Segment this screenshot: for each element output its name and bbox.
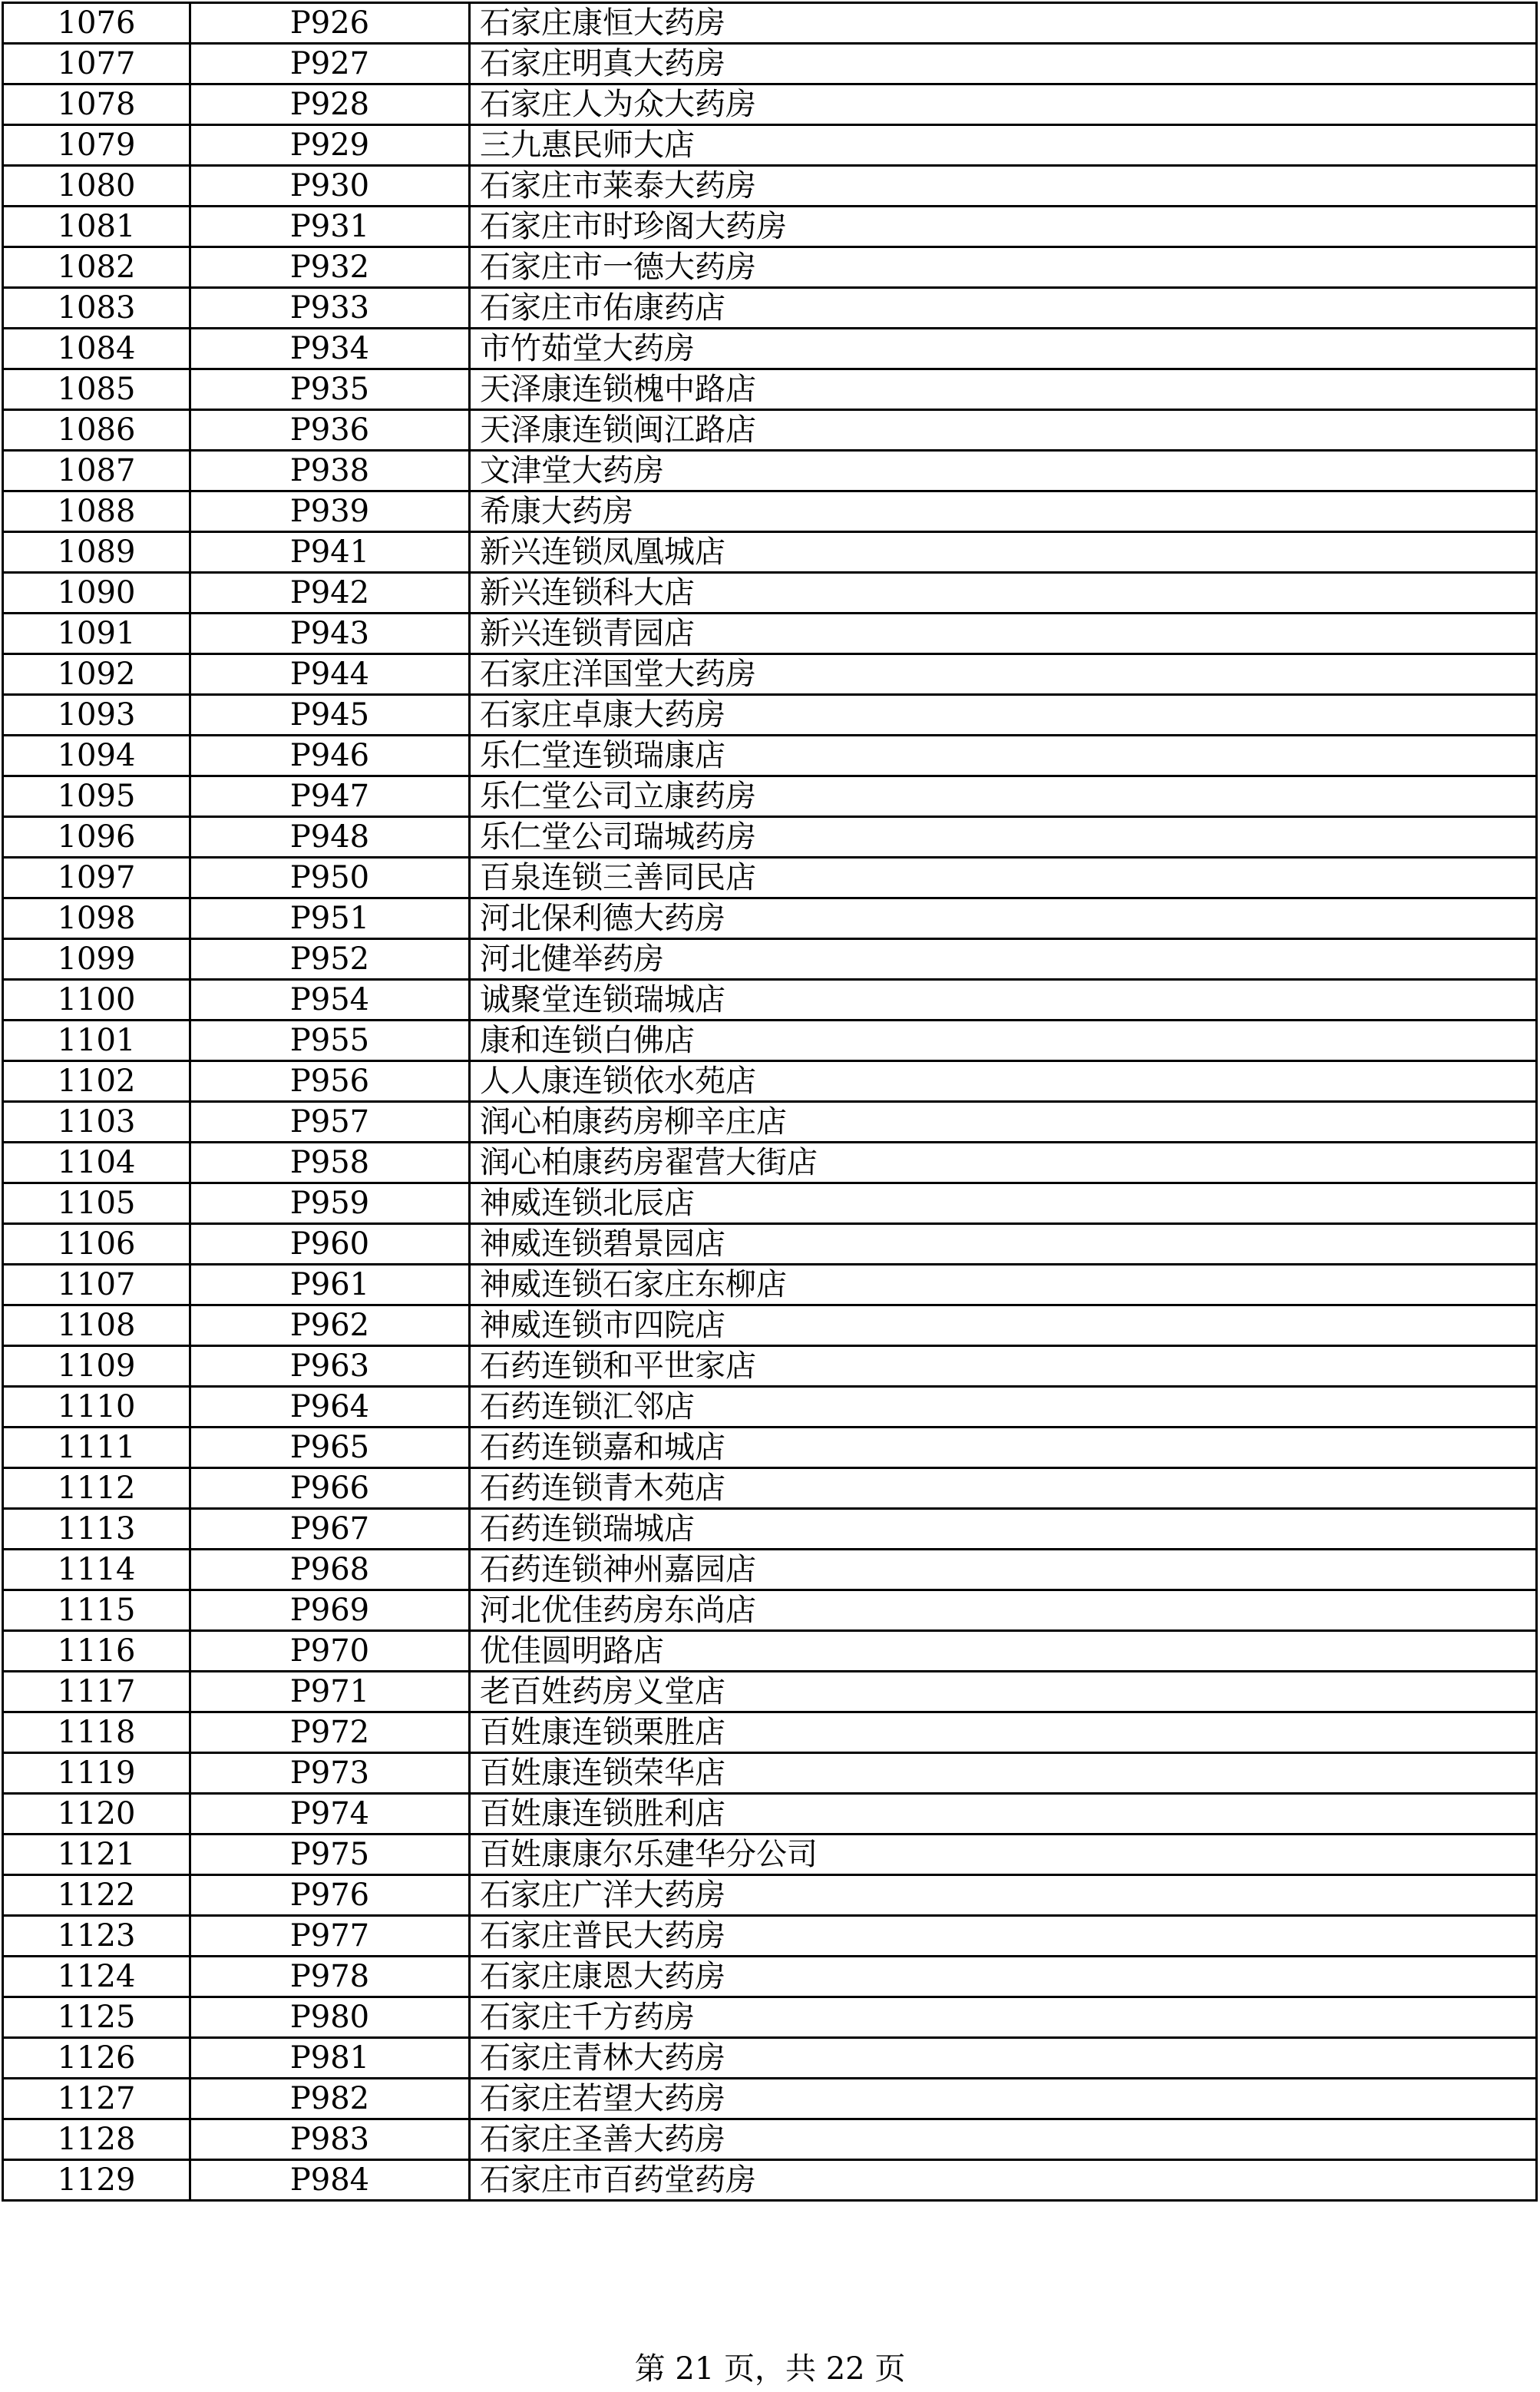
store-name-cell: 人人康连锁依水苑店 (470, 1061, 1537, 1102)
store-code-cell: P980 (190, 1997, 470, 2038)
store-name-cell: 希康大药房 (470, 491, 1537, 532)
store-name-cell: 新兴连锁科大店 (470, 573, 1537, 614)
store-name-cell: 百姓康连锁荣华店 (470, 1753, 1537, 1794)
row-number-cell: 1092 (3, 654, 190, 695)
table-row (3, 1346, 1537, 1387)
table-row (3, 329, 1537, 369)
table-row (3, 369, 1537, 410)
store-code-cell: P931 (190, 207, 470, 247)
table-row (3, 817, 1537, 858)
row-number-cell: 1111 (3, 1428, 190, 1468)
store-name-cell: 百泉连锁三善同民店 (470, 858, 1537, 898)
store-name-cell: 润心柏康药房柳辛庄店 (470, 1102, 1537, 1143)
store-name-cell: 石家庄康恩大药房 (470, 1957, 1537, 1997)
store-code-cell: P976 (190, 1875, 470, 1916)
store-code-cell: P955 (190, 1021, 470, 1061)
table-row (3, 3, 1537, 44)
row-number-cell: 1110 (3, 1387, 190, 1428)
store-name-cell: 神威连锁碧景园店 (470, 1224, 1537, 1265)
store-name-cell: 润心柏康药房翟营大街店 (470, 1143, 1537, 1183)
store-name-cell: 新兴连锁青园店 (470, 614, 1537, 654)
row-number-cell: 1129 (3, 2160, 190, 2201)
store-code-cell: P978 (190, 1957, 470, 1997)
store-name-cell: 康和连锁白佛店 (470, 1021, 1537, 1061)
row-number-cell: 1124 (3, 1957, 190, 1997)
table-row (3, 532, 1537, 573)
store-code-cell: P964 (190, 1387, 470, 1428)
store-name-cell: 石家庄市百药堂药房 (470, 2160, 1537, 2201)
table-row (3, 573, 1537, 614)
table-row (3, 1712, 1537, 1753)
store-code-cell: P965 (190, 1428, 470, 1468)
table-row (3, 1957, 1537, 1997)
store-code-cell: P946 (190, 736, 470, 776)
page-footer: 第 21 页，共 22 页 (634, 2351, 906, 2387)
store-code-cell: P943 (190, 614, 470, 654)
table-row (3, 654, 1537, 695)
store-code-cell: P944 (190, 654, 470, 695)
table-row (3, 1794, 1537, 1835)
row-number-cell: 1087 (3, 451, 190, 491)
store-code-cell: P938 (190, 451, 470, 491)
table-row (3, 1590, 1537, 1631)
table-row (3, 980, 1537, 1021)
store-code-cell: P982 (190, 2079, 470, 2119)
store-name-cell: 河北健举药房 (470, 939, 1537, 980)
store-name-cell: 新兴连锁凤凰城店 (470, 532, 1537, 573)
row-number-cell: 1102 (3, 1061, 190, 1102)
row-number-cell: 1108 (3, 1305, 190, 1346)
row-number-cell: 1119 (3, 1753, 190, 1794)
table-row (3, 1305, 1537, 1346)
row-number-cell: 1126 (3, 2038, 190, 2079)
row-number-cell: 1121 (3, 1835, 190, 1875)
store-code-cell: P960 (190, 1224, 470, 1265)
store-code-cell: P956 (190, 1061, 470, 1102)
store-name-cell: 石家庄人为众大药房 (470, 84, 1537, 125)
store-name-cell: 石药连锁和平世家店 (470, 1346, 1537, 1387)
store-name-cell: 文津堂大药房 (470, 451, 1537, 491)
store-code-cell: P950 (190, 858, 470, 898)
row-number-cell: 1076 (3, 3, 190, 44)
pharmacy-list-table (2, 2, 1538, 2202)
store-name-cell: 石家庄普民大药房 (470, 1916, 1537, 1957)
store-name-cell: 石家庄洋国堂大药房 (470, 654, 1537, 695)
row-number-cell: 1128 (3, 2119, 190, 2160)
row-number-cell: 1125 (3, 1997, 190, 2038)
row-number-cell: 1115 (3, 1590, 190, 1631)
row-number-cell: 1127 (3, 2079, 190, 2119)
store-code-cell: P984 (190, 2160, 470, 2201)
row-number-cell: 1095 (3, 776, 190, 817)
table-row (3, 207, 1537, 247)
table-row (3, 1021, 1537, 1061)
store-name-cell: 石家庄康恒大药房 (470, 3, 1537, 44)
store-name-cell: 石药连锁汇邻店 (470, 1387, 1537, 1428)
store-name-cell: 市竹茹堂大药房 (470, 329, 1537, 369)
table-row (3, 451, 1537, 491)
table-row (3, 898, 1537, 939)
row-number-cell: 1098 (3, 898, 190, 939)
store-code-cell: P939 (190, 491, 470, 532)
table-row (3, 1183, 1537, 1224)
table-row (3, 2160, 1537, 2201)
store-name-cell: 神威连锁石家庄东柳店 (470, 1265, 1537, 1305)
row-number-cell: 1094 (3, 736, 190, 776)
table-row (3, 125, 1537, 166)
store-code-cell: P948 (190, 817, 470, 858)
store-code-cell: P969 (190, 1590, 470, 1631)
store-code-cell: P926 (190, 3, 470, 44)
store-name-cell: 乐仁堂连锁瑞康店 (470, 736, 1537, 776)
table-row (3, 1753, 1537, 1794)
table-row (3, 1916, 1537, 1957)
store-name-cell: 石家庄若望大药房 (470, 2079, 1537, 2119)
row-number-cell: 1114 (3, 1550, 190, 1590)
store-name-cell: 石家庄市莱泰大药房 (470, 166, 1537, 207)
table-row (3, 2079, 1537, 2119)
row-number-cell: 1096 (3, 817, 190, 858)
row-number-cell: 1082 (3, 247, 190, 288)
table-row (3, 247, 1537, 288)
row-number-cell: 1101 (3, 1021, 190, 1061)
table-row (3, 776, 1537, 817)
store-name-cell: 河北保利德大药房 (470, 898, 1537, 939)
store-code-cell: P927 (190, 44, 470, 84)
table-row (3, 1509, 1537, 1550)
row-number-cell: 1113 (3, 1509, 190, 1550)
store-name-cell: 石药连锁神州嘉园店 (470, 1550, 1537, 1590)
row-number-cell: 1103 (3, 1102, 190, 1143)
store-code-cell: P951 (190, 898, 470, 939)
store-code-cell: P952 (190, 939, 470, 980)
store-code-cell: P930 (190, 166, 470, 207)
table-row (3, 44, 1537, 84)
store-name-cell: 乐仁堂公司立康药房 (470, 776, 1537, 817)
store-code-cell: P975 (190, 1835, 470, 1875)
table-row (3, 288, 1537, 329)
store-name-cell: 石家庄圣善大药房 (470, 2119, 1537, 2160)
table-row (3, 1468, 1537, 1509)
store-name-cell: 百姓康连锁胜利店 (470, 1794, 1537, 1835)
store-name-cell: 石家庄青林大药房 (470, 2038, 1537, 2079)
table-row (3, 1997, 1537, 2038)
store-code-cell: P977 (190, 1916, 470, 1957)
row-number-cell: 1083 (3, 288, 190, 329)
store-code-cell: P971 (190, 1672, 470, 1712)
row-number-cell: 1116 (3, 1631, 190, 1672)
store-code-cell: P959 (190, 1183, 470, 1224)
row-number-cell: 1105 (3, 1183, 190, 1224)
row-number-cell: 1081 (3, 207, 190, 247)
row-number-cell: 1093 (3, 695, 190, 736)
row-number-cell: 1084 (3, 329, 190, 369)
store-code-cell: P981 (190, 2038, 470, 2079)
table-row (3, 1265, 1537, 1305)
store-code-cell: P968 (190, 1550, 470, 1590)
row-number-cell: 1100 (3, 980, 190, 1021)
store-code-cell: P972 (190, 1712, 470, 1753)
store-code-cell: P957 (190, 1102, 470, 1143)
store-code-cell: P983 (190, 2119, 470, 2160)
row-number-cell: 1078 (3, 84, 190, 125)
row-number-cell: 1107 (3, 1265, 190, 1305)
row-number-cell: 1089 (3, 532, 190, 573)
store-name-cell: 百姓康连锁栗胜店 (470, 1712, 1537, 1753)
row-number-cell: 1079 (3, 125, 190, 166)
table-row (3, 84, 1537, 125)
store-code-cell: P932 (190, 247, 470, 288)
table-row (3, 858, 1537, 898)
row-number-cell: 1117 (3, 1672, 190, 1712)
row-number-cell: 1097 (3, 858, 190, 898)
store-name-cell: 优佳圆明路店 (470, 1631, 1537, 1672)
table-row (3, 2119, 1537, 2160)
row-number-cell: 1120 (3, 1794, 190, 1835)
table-row (3, 491, 1537, 532)
store-name-cell: 神威连锁北辰店 (470, 1183, 1537, 1224)
store-name-cell: 河北优佳药房东尚店 (470, 1590, 1537, 1631)
store-code-cell: P929 (190, 125, 470, 166)
store-code-cell: P967 (190, 1509, 470, 1550)
store-name-cell: 石家庄市一德大药房 (470, 247, 1537, 288)
store-code-cell: P928 (190, 84, 470, 125)
store-name-cell: 石家庄市佑康药店 (470, 288, 1537, 329)
store-name-cell: 石家庄卓康大药房 (470, 695, 1537, 736)
store-code-cell: P958 (190, 1143, 470, 1183)
store-code-cell: P942 (190, 573, 470, 614)
row-number-cell: 1086 (3, 410, 190, 451)
store-name-cell: 老百姓药房义堂店 (470, 1672, 1537, 1712)
store-name-cell: 石家庄广洋大药房 (470, 1875, 1537, 1916)
table-row (3, 410, 1537, 451)
table-row (3, 1102, 1537, 1143)
row-number-cell: 1104 (3, 1143, 190, 1183)
row-number-cell: 1085 (3, 369, 190, 410)
store-name-cell: 石家庄市时珍阁大药房 (470, 207, 1537, 247)
row-number-cell: 1077 (3, 44, 190, 84)
store-name-cell: 天泽康连锁闽江路店 (470, 410, 1537, 451)
store-code-cell: P970 (190, 1631, 470, 1672)
row-number-cell: 1122 (3, 1875, 190, 1916)
store-code-cell: P947 (190, 776, 470, 817)
row-number-cell: 1106 (3, 1224, 190, 1265)
store-code-cell: P974 (190, 1794, 470, 1835)
store-name-cell: 乐仁堂公司瑞城药房 (470, 817, 1537, 858)
table-row (3, 1835, 1537, 1875)
store-code-cell: P933 (190, 288, 470, 329)
store-code-cell: P936 (190, 410, 470, 451)
table-row (3, 1428, 1537, 1468)
store-code-cell: P954 (190, 980, 470, 1021)
row-number-cell: 1099 (3, 939, 190, 980)
table-row (3, 1143, 1537, 1183)
store-code-cell: P962 (190, 1305, 470, 1346)
row-number-cell: 1109 (3, 1346, 190, 1387)
store-code-cell: P945 (190, 695, 470, 736)
table-row (3, 1631, 1537, 1672)
table-row (3, 1061, 1537, 1102)
store-name-cell: 石家庄明真大药房 (470, 44, 1537, 84)
store-code-cell: P935 (190, 369, 470, 410)
store-name-cell: 百姓康康尔乐建华分公司 (470, 1835, 1537, 1875)
table-row (3, 614, 1537, 654)
row-number-cell: 1091 (3, 614, 190, 654)
store-name-cell: 神威连锁市四院店 (470, 1305, 1537, 1346)
table-row (3, 736, 1537, 776)
store-code-cell: P973 (190, 1753, 470, 1794)
store-name-cell: 诚聚堂连锁瑞城店 (470, 980, 1537, 1021)
store-name-cell: 石家庄千方药房 (470, 1997, 1537, 2038)
table-row (3, 939, 1537, 980)
store-name-cell: 三九惠民师大店 (470, 125, 1537, 166)
store-name-cell: 天泽康连锁槐中路店 (470, 369, 1537, 410)
store-code-cell: P941 (190, 532, 470, 573)
table-row (3, 1672, 1537, 1712)
table-row (3, 1875, 1537, 1916)
store-code-cell: P966 (190, 1468, 470, 1509)
table-row (3, 1387, 1537, 1428)
row-number-cell: 1090 (3, 573, 190, 614)
row-number-cell: 1088 (3, 491, 190, 532)
table-body (3, 3, 1537, 2201)
row-number-cell: 1118 (3, 1712, 190, 1753)
store-code-cell: P961 (190, 1265, 470, 1305)
table-row (3, 695, 1537, 736)
table-row (3, 166, 1537, 207)
row-number-cell: 1112 (3, 1468, 190, 1509)
store-code-cell: P934 (190, 329, 470, 369)
store-name-cell: 石药连锁瑞城店 (470, 1509, 1537, 1550)
table-row (3, 2038, 1537, 2079)
store-name-cell: 石药连锁青木苑店 (470, 1468, 1537, 1509)
store-name-cell: 石药连锁嘉和城店 (470, 1428, 1537, 1468)
table-row (3, 1550, 1537, 1590)
row-number-cell: 1123 (3, 1916, 190, 1957)
store-code-cell: P963 (190, 1346, 470, 1387)
row-number-cell: 1080 (3, 166, 190, 207)
table-row (3, 1224, 1537, 1265)
